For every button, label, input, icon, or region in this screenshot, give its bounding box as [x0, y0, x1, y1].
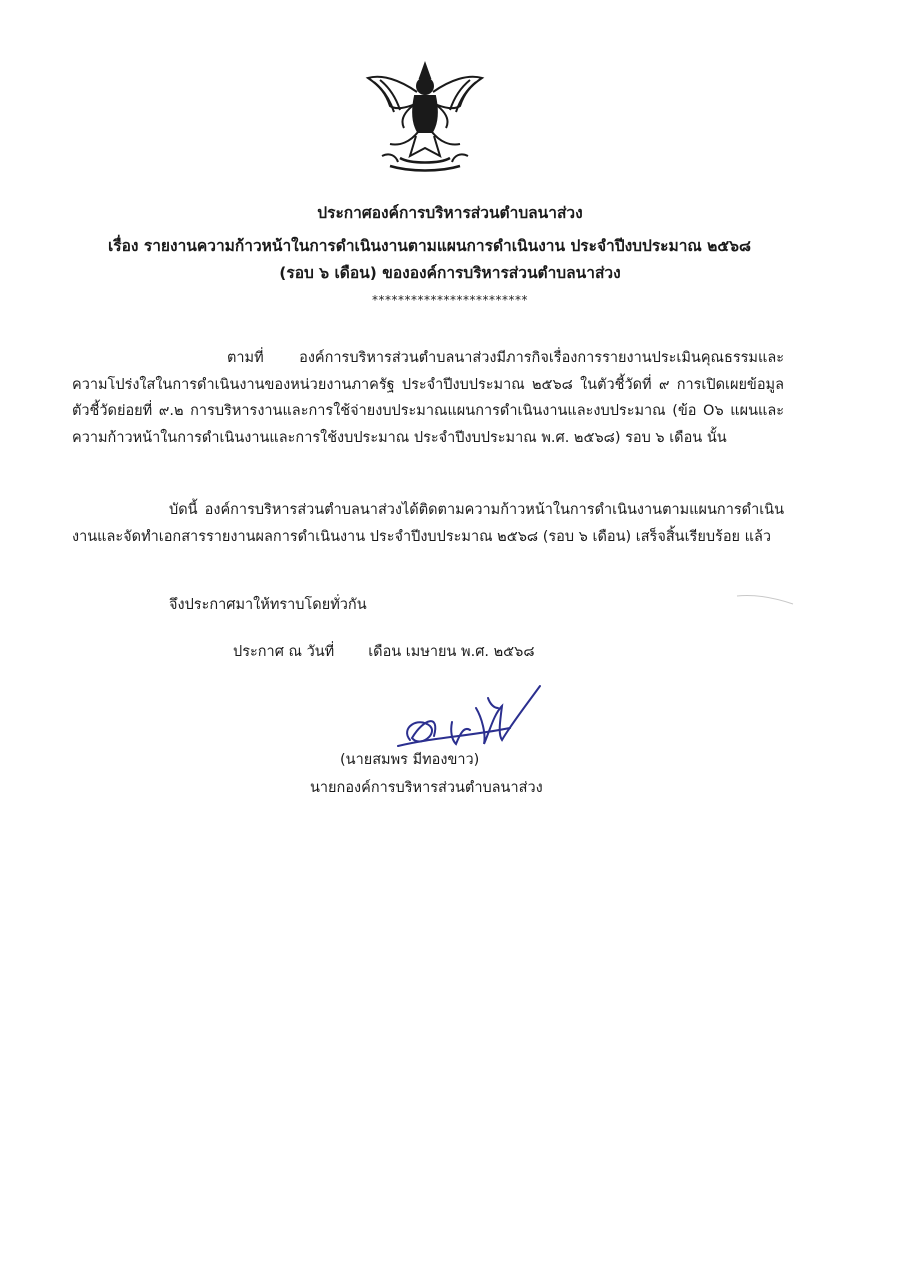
garuda-emblem-icon	[360, 60, 490, 180]
handwritten-signature	[390, 678, 550, 758]
document-subject: เรื่อง รายงานความก้าวหน้าในการดำเนินงานตามแผนการดำเนินงาน ประจำปีงบประมาณ ๒๕๖๘	[108, 237, 751, 255]
paragraph-1: ตามที่ องค์การบริหารส่วนตำบลนาส่วงมีภารกิจเรื่องการรายงานประเมินคุณธรรมและความโปร่งใสในการดำเนินงานของหน่วยงานภาครัฐ ประจำปีงบประมาณ ๒๕๖๘ ในตัวชี้วัดที่ ๙ การเปิดเผยข้อมูล ตัวชี้วัดย่อยที่ ๙.๒ การบริหารงานและการใช้จ่ายงบประมาณแผนการดำเนินงานและงบประมาณ (ข้อ O๖ แผนและความก้าวหน้าในการดำเนินงานและการใช้งบประมาณ ประจำปีงบประมาณ พ.ศ. ๒๕๖๘) รอบ ๖ เดือน นั้น	[72, 350, 784, 446]
signatory-position: นายกองค์การบริหารส่วนตำบลนาส่วง	[310, 780, 543, 796]
announcement-date	[233, 640, 535, 663]
signatory-name: (นายสมพร มีทองขาว)	[340, 752, 480, 768]
date-suffix: เดือน เมษายน พ.ศ. ๒๕๖๘	[368, 644, 535, 660]
separator-line: ************************	[372, 293, 528, 307]
document-title: ประกาศองค์การบริหารส่วนตำบลนาส่วง	[317, 204, 583, 222]
scan-mark	[735, 590, 795, 608]
date-prefix: ประกาศ ณ วันที่	[233, 644, 335, 660]
closing-statement: จึงประกาศมาให้ทราบโดยทั่วกัน	[169, 597, 367, 613]
paragraph-2: บัดนี้ องค์การบริหารส่วนตำบลนาส่วงได้ติดตามความก้าวหน้าในการดำเนินงานตามแผนการดำเนินงานและจัดทำเอกสารรายงานผลการดำเนินงาน ประจำปีงบประมาณ ๒๕๖๘ (รอบ ๖ เดือน) เสร็จสิ้นเรียบร้อย แล้ว	[72, 502, 784, 545]
document-subject-line2: (รอบ ๖ เดือน) ขององค์การบริหารส่วนตำบลนาส่วง	[279, 264, 621, 282]
